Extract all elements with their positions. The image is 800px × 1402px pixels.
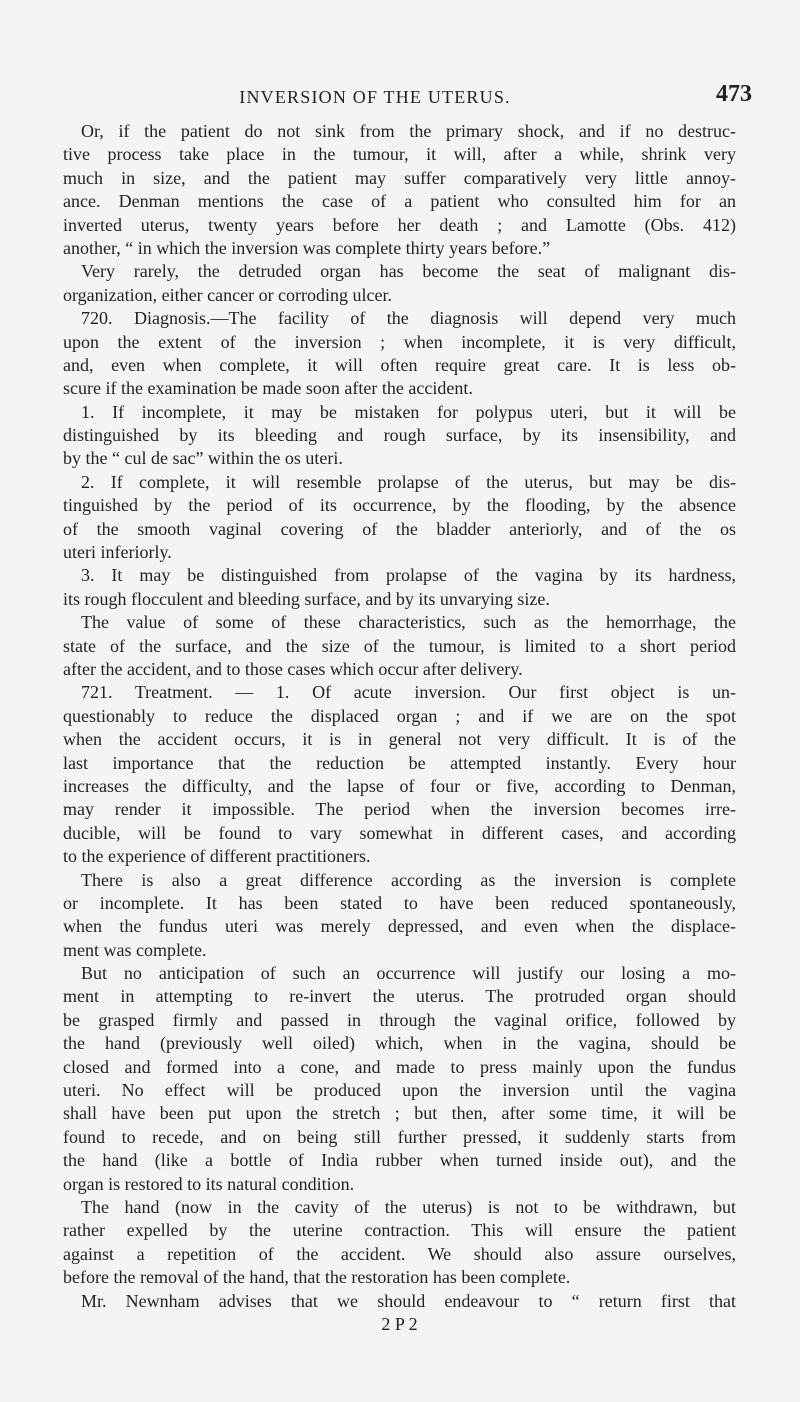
signature-mark: [63, 1313, 736, 1336]
text-line: The value of some of these characteristics, such as the hemorrhage, the: [81, 612, 736, 633]
text-line: increases the difficulty, and the lapse of four or five, according to Denman,: [63, 775, 736, 796]
text-line: much in size, and the patient may suffer comparatively very little annoy-: [63, 167, 736, 188]
text-line: distinguished by its bleeding and rough surface, by its insensibility, and: [63, 425, 736, 446]
text-line: when the accident occurs, it is in general not very difficult. It is of the: [63, 729, 736, 750]
text-line: uteri inferiorly.: [63, 542, 172, 563]
text-line: and, even when complete, it will often require great care. It is less ob-: [63, 354, 736, 375]
text-line: closed and formed into a cone, and made to press mainly upon the fundus: [63, 1056, 736, 1077]
text-line: 2. If complete, it will resemble prolapse of the uterus, but may be dis-: [81, 471, 736, 492]
text-line: may render it impossible. The period when the inversion becomes irre-: [63, 799, 736, 820]
text-line: There is also a great difference according as the inversion is complete: [81, 869, 736, 890]
text-line: to the experience of different practitioners.: [63, 846, 371, 867]
text-line: Mr. Newnham advises that we should endeavour to “ return first that: [81, 1290, 736, 1311]
text-line: found to recede, and on being still further pressed, it suddenly starts from: [63, 1126, 736, 1147]
text-line: scure if the examination be made soon after the accident.: [63, 378, 473, 399]
text-line: 720. Diagnosis.—The facility of the diagnosis will depend very much: [81, 308, 736, 329]
text-line: before the removal of the hand, that the restoration has been complete.: [63, 1267, 571, 1288]
text-line: be grasped firmly and passed in through the vaginal orifice, followed by: [63, 1009, 736, 1030]
text-line: inverted uterus, twenty years before her death ; and Lamotte (Obs. 412): [63, 214, 736, 235]
running-title: INVERSION OF THE UTERUS.: [239, 87, 511, 107]
page-number: 473: [716, 81, 752, 107]
text-line: or incomplete. It has been stated to have been reduced spontaneously,: [63, 892, 736, 913]
text-line: the hand (previously well oiled) which, when in the vagina, should be: [63, 1033, 736, 1054]
text-line: against a repetition of the accident. We should also assure ourselves,: [63, 1243, 736, 1264]
text-line: when the fundus uteri was merely depressed, and even when the displace-: [63, 916, 736, 937]
text-line: Very rarely, the detruded organ has become the seat of malignant dis-: [81, 261, 736, 282]
text-line: the hand (like a bottle of India rubber when turned inside out), and the: [63, 1150, 736, 1171]
text-line: by the “ cul de sac” within the os uteri.: [63, 448, 343, 469]
text-line: ment was complete.: [63, 939, 207, 960]
text-line: shall have been put upon the stretch ; but then, after some time, it will be: [63, 1103, 736, 1124]
text-lines: [63, 120, 736, 1313]
text-line: But no anticipation of such an occurrence will justify our losing a mo-: [81, 963, 736, 984]
signature-mark-text: 2 P 2: [381, 1313, 418, 1334]
text-line: its rough flocculent and bleeding surface, and by its unvarying size.: [63, 588, 550, 609]
text-line: last importance that the reduction be attempted instantly. Every hour: [63, 752, 736, 773]
text-line: after the accident, and to those cases which occur after delivery.: [63, 658, 523, 679]
body-text: [63, 120, 736, 1336]
text-line: 3. It may be distinguished from prolapse of the vagina by its hardness,: [81, 565, 736, 586]
text-line: 721. Treatment. — 1. Of acute inversion. Our first object is un-: [81, 682, 736, 703]
text-line: Or, if the patient do not sink from the primary shock, and if no destruc-: [81, 121, 736, 141]
text-line: organization, either cancer or corroding ulcer.: [63, 284, 393, 305]
text-line: ment in attempting to re-invert the uterus. The protruded organ should: [63, 986, 736, 1007]
text-line: tive process take place in the tumour, it will, after a while, shrink very: [63, 144, 736, 165]
text-line: ducible, will be found to vary somewhat in different cases, and according: [63, 822, 736, 843]
text-line: The hand (now in the cavity of the uterus) is not to be withdrawn, but: [81, 1196, 736, 1217]
text-line: state of the surface, and the size of the tumour, is limited to a short period: [63, 635, 736, 656]
text-line: ance. Denman mentions the case of a patient who consulted him for an: [63, 191, 736, 212]
text-line: uteri. No effect will be produced upon the inversion until the vagina: [63, 1080, 736, 1101]
text-line: another, “ in which the inversion was complete thirty years before.”: [63, 237, 551, 258]
text-line: questionably to reduce the displaced organ ; and if we are on the spot: [63, 705, 736, 726]
text-line: 1. If incomplete, it may be mistaken for polypus uteri, but it will be: [81, 401, 736, 422]
text-line: organ is restored to its natural condition.: [63, 1173, 355, 1194]
text-line: upon the extent of the inversion ; when incomplete, it is very difficult,: [63, 331, 736, 352]
text-line: of the smooth vaginal covering of the bladder anteriorly, and of the os: [63, 518, 736, 539]
text-line: tinguished by the period of its occurrence, by the flooding, by the absence: [63, 495, 736, 516]
text-line: rather expelled by the uterine contraction. This will ensure the patient: [63, 1220, 736, 1241]
